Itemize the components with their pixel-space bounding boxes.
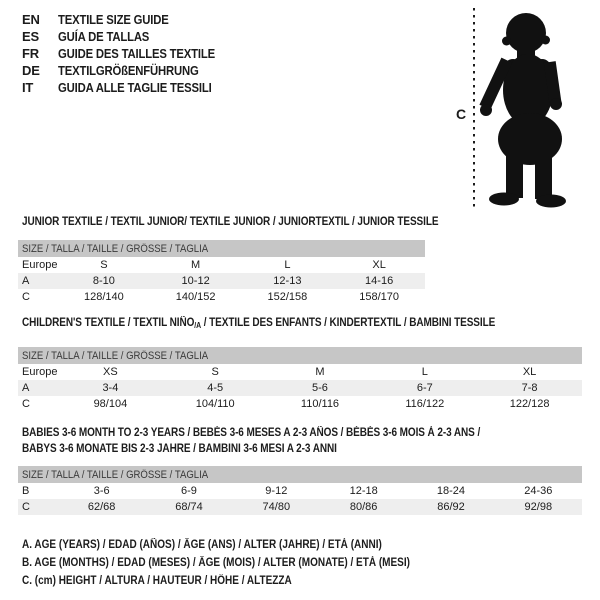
table-row — [18, 257, 425, 273]
table-cell: 104/110 — [195, 398, 235, 410]
language-row — [22, 62, 238, 79]
table-cell: 12-13 — [273, 275, 302, 287]
table-cell: 86/92 — [437, 501, 465, 513]
table-cell: 62/68 — [87, 501, 116, 513]
table-cell: 74/80 — [262, 501, 291, 513]
language-row — [22, 11, 238, 28]
language-code: DE — [22, 63, 40, 78]
table-cell: 80/86 — [349, 501, 378, 513]
table-row — [18, 483, 582, 499]
table-row — [18, 273, 425, 289]
table-cell: A — [22, 382, 30, 394]
table-row — [18, 380, 582, 396]
table-cell: 122/128 — [509, 398, 550, 410]
language-code: FR — [22, 46, 39, 61]
table-cell: Europe — [22, 366, 58, 378]
table-size-header: SIZE / TALLA / TAILLE / GRÖSSE / TAGLIA — [18, 240, 425, 257]
table-cell: C — [22, 398, 30, 410]
table-cell: 3-4 — [102, 382, 119, 394]
table-size-header: SIZE / TALLA / TAILLE / GRÖSSE / TAGLIA — [18, 466, 582, 483]
language-row — [22, 28, 238, 45]
table-cell: 18-24 — [436, 485, 466, 497]
table-cell: 7-8 — [521, 382, 538, 394]
table-cell: B — [22, 485, 30, 497]
table-cell: C — [22, 501, 30, 513]
children-table-title: CHILDREN'S TEXTILE / TEXTIL $NIÑO_{/A}$ / TEXTILE DES ENFANTS / KINDERTEXTIL / BAMBINI TESSILE — [22, 317, 496, 330]
table-cell: Europe — [22, 259, 58, 271]
table-cell: 9-12 — [265, 485, 288, 497]
table-cell: 10-12 — [181, 275, 210, 287]
table-size-header: SIZE / TALLA / TAILLE / GRÖSSE / TAGLIA — [18, 347, 582, 364]
table-cell: L — [421, 366, 428, 378]
table-cell: 6-9 — [181, 485, 197, 497]
table-cell: 12-18 — [349, 485, 378, 497]
table-cell: S — [100, 259, 108, 271]
junior-size-table — [18, 240, 425, 305]
table-row — [18, 364, 582, 380]
table-cell: 116/122 — [405, 398, 445, 410]
table-cell: 5-6 — [312, 382, 328, 394]
table-cell: XL — [522, 366, 537, 378]
table-cell: 110/116 — [300, 398, 340, 410]
language-code: IT — [22, 80, 34, 95]
language-title: GUIDE DES TAILLES TEXTILE — [58, 46, 215, 61]
language-row — [22, 79, 238, 96]
language-title: GUÍA DE TALLAS — [58, 29, 150, 44]
legend-line-a: A. AGE (YEARS) / EDAD (AÑOS) / ÂGE (ANS) / ALTER (JAHRE) / ETÀ (ANNI) — [22, 539, 382, 551]
table-cell: S — [211, 366, 219, 378]
language-title: TEXTILE SIZE GUIDE — [58, 12, 169, 27]
language-title: GUIDA ALLE TAGLIE TESSILI — [58, 80, 212, 95]
table-cell: 6-7 — [416, 382, 433, 394]
legend-line-b: B. AGE (MONTHS) / EDAD (MESES) / ÂGE (MOIS) / ALTER (MONATE) / ETÀ (MESI) — [22, 557, 410, 569]
table-cell: 98/104 — [93, 398, 128, 410]
table-cell: A — [22, 275, 30, 287]
table-cell: 140/152 — [175, 291, 216, 303]
table-cell: XS — [103, 366, 118, 378]
toddler-silhouette-icon — [470, 2, 598, 212]
table-cell: 8-10 — [92, 275, 115, 287]
table-row — [18, 396, 582, 412]
table-cell: XL — [372, 259, 386, 271]
table-cell: 4-5 — [207, 382, 224, 394]
language-title: TEXTILGRÖßENFÜHRUNG — [58, 63, 199, 78]
table-cell: 3-6 — [93, 485, 110, 497]
language-row — [22, 45, 238, 62]
table-cell: M — [191, 259, 201, 271]
height-label-c: C — [456, 106, 467, 122]
language-code: ES — [22, 29, 39, 44]
babies-size-table — [18, 466, 582, 515]
table-row — [18, 289, 425, 305]
junior-table-title: JUNIOR TEXTILE / TEXTIL JUNIOR/ TEXTILE JUNIOR / JUNIORTEXTIL / JUNIOR TESSILE — [22, 216, 439, 228]
babies-table-title: BABIES 3-6 MONTH TO 2-3 YEARS / BEBÉS 3-6 MESES A 2-3 AÑOS / BÉBÉS 3-6 MOIS À 2-3 ANS / BABYS 3-6 MONATE BIS 2-3 JAHRE / BAMBINI 3-6 MESI A 2-3 ANNI — [22, 427, 481, 455]
children-size-table — [18, 347, 582, 412]
table-row — [18, 499, 582, 515]
table-cell: 92/98 — [524, 501, 553, 513]
table-cell: 152/158 — [267, 291, 308, 303]
table-cell: 24-36 — [524, 485, 553, 497]
table-cell: 14-16 — [365, 275, 394, 287]
table-cell: 158/170 — [359, 291, 399, 303]
table-cell: L — [284, 259, 291, 271]
table-cell: C — [22, 291, 30, 303]
table-cell: 128/140 — [83, 291, 124, 303]
table-cell: 68/74 — [175, 501, 203, 513]
language-list — [22, 11, 238, 96]
language-code: EN — [22, 12, 40, 27]
table-cell: M — [315, 366, 325, 378]
legend-line-c: C. (cm) HEIGHT / ALTURA / HAUTEUR / HÖHE / ALTEZZA — [22, 575, 292, 587]
legend — [22, 536, 468, 590]
